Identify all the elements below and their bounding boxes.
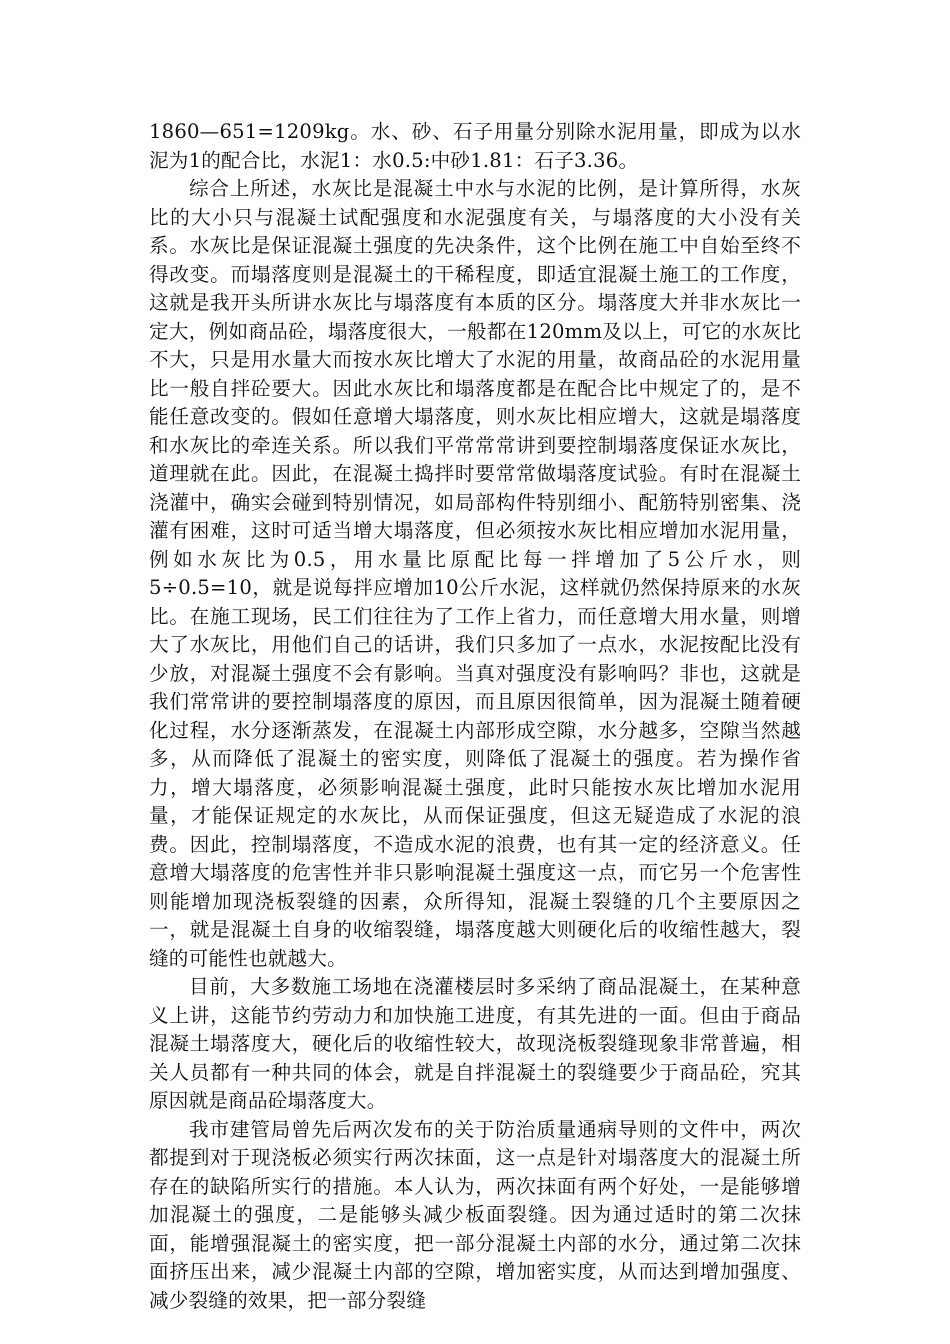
- paragraph-summary: 综合上所述，水灰比是混凝土中水与水泥的比例，是计算所得，水灰比的大小只与混凝土试配强度和水泥强度有关，与塌落度的大小没有关系。水灰比是保证混凝土强度的先决条件，这个比例在施工中自始至终不得改变。而塌落度则是混凝土的干稀程度，即适宜混凝土施工的工作度，这就是我开头所讲水灰比与塌落度有本质的区分。塌落度大并非水灰比一定大，例如商品砼，塌落度很大，一般都在120mm及以上，可它的水灰比不大，只是用水量大而按水灰比增大了水泥的用量，故商品砼的水泥用量比一般自拌砼要大。因此水灰比和塌落度都是在配合比中规定了的，是不能任意改变的。假如任意增大塌落度，则水灰比相应增大，这就是塌落度和水灰比的牵连关系。所以我们平常常常讲到要控制塌落度保证水灰比，道理就在此。因此，在混凝土捣拌时要常常做塌落度试验。有时在混凝土浇灌中，确实会碰到特别情况，如局部构件特别细小、配筋特别密集、浇灌有困难，这时可适当增大塌落度，但必须按水灰比相应增加水泥用量，例如水灰比为0.5，用水量比原配比每一拌增加了5公斤水，则5÷0.5=10，就是说每拌应增加10公斤水泥，这样就仍然保持原来的水灰比。在施工现场，民工们往往为了工作上省力，而任意增大用水量，则增大了水灰比，用他们自己的话讲，我们只多加了一点水，水泥按配比没有少放，对混凝土强度不会有影响。当真对强度没有影响吗？非也，这就是我们常常讲的要控制塌落度的原因，而且原因很简单，因为混凝土随着硬化过程，水分逐渐蒸发，在混凝土内部形成空隙，水分越多，空隙当然越多，从而降低了混凝土的密实度，则降低了混凝土的强度。若为操作省力，增大塌落度，必须影响混凝土强度，此时只能按水灰比增加水泥用量，才能保证规定的水灰比，从而保证强度，但这无疑造成了水泥的浪费。因此，控制塌落度，不造成水泥的浪费，也有其一定的经济意义。任意增大塌落度的危害性并非只影响混凝土强度这一点，而它另一个危害性则能增加现浇板裂缝的因素，众所得知，混凝土裂缝的几个主要原因之一，就是混凝土自身的收缩裂缝，塌落度越大则硬化后的收缩性越大，裂缝的可能性也就越大。: [149, 177, 801, 970]
- paragraph-double-troweling: 我市建管局曾先后两次发布的关于防治质量通病导则的文件中，两次都提到对于现浇板必须实行两次抹面，这一点是针对塌落度大的混凝土所存在的缺陷所实行的措施。本人认为，两次抹面有两个好处，一是能够增加混凝土的强度，二是能够头减少板面裂缝。因为通过适时的第二次抹面，能增强混凝土的密实度，把一部分混凝土内部的水分，通过第二次抹面挤压出来，减少混凝土内部的空隙，增加密实度，从而达到增加强度、减少裂缝的效果，把一部分裂缝: [149, 1117, 801, 1312]
- paragraph-commercial-concrete: 目前，大多数施工场地在浇灌楼层时多采纳了商品混凝土，在某种意义上讲，这能节约劳动力和加快施工进度，有其先进的一面。但由于商品混凝土塌落度大，硬化后的收缩性较大，故现浇板裂缝现象非常普遍，相关人员都有一种共同的体会，就是自拌混凝土的裂缝要少于商品砼，究其原因就是商品砼塌落度大。: [149, 975, 801, 1112]
- document-page: [149, 118, 801, 1315]
- paragraph-mix-ratio: 1860—651=1209kg。水、砂、石子用量分别除水泥用量，即成为以水泥为1的配合比，水泥1：水0.5:中砂1.81：石子3.36。: [149, 120, 801, 172]
